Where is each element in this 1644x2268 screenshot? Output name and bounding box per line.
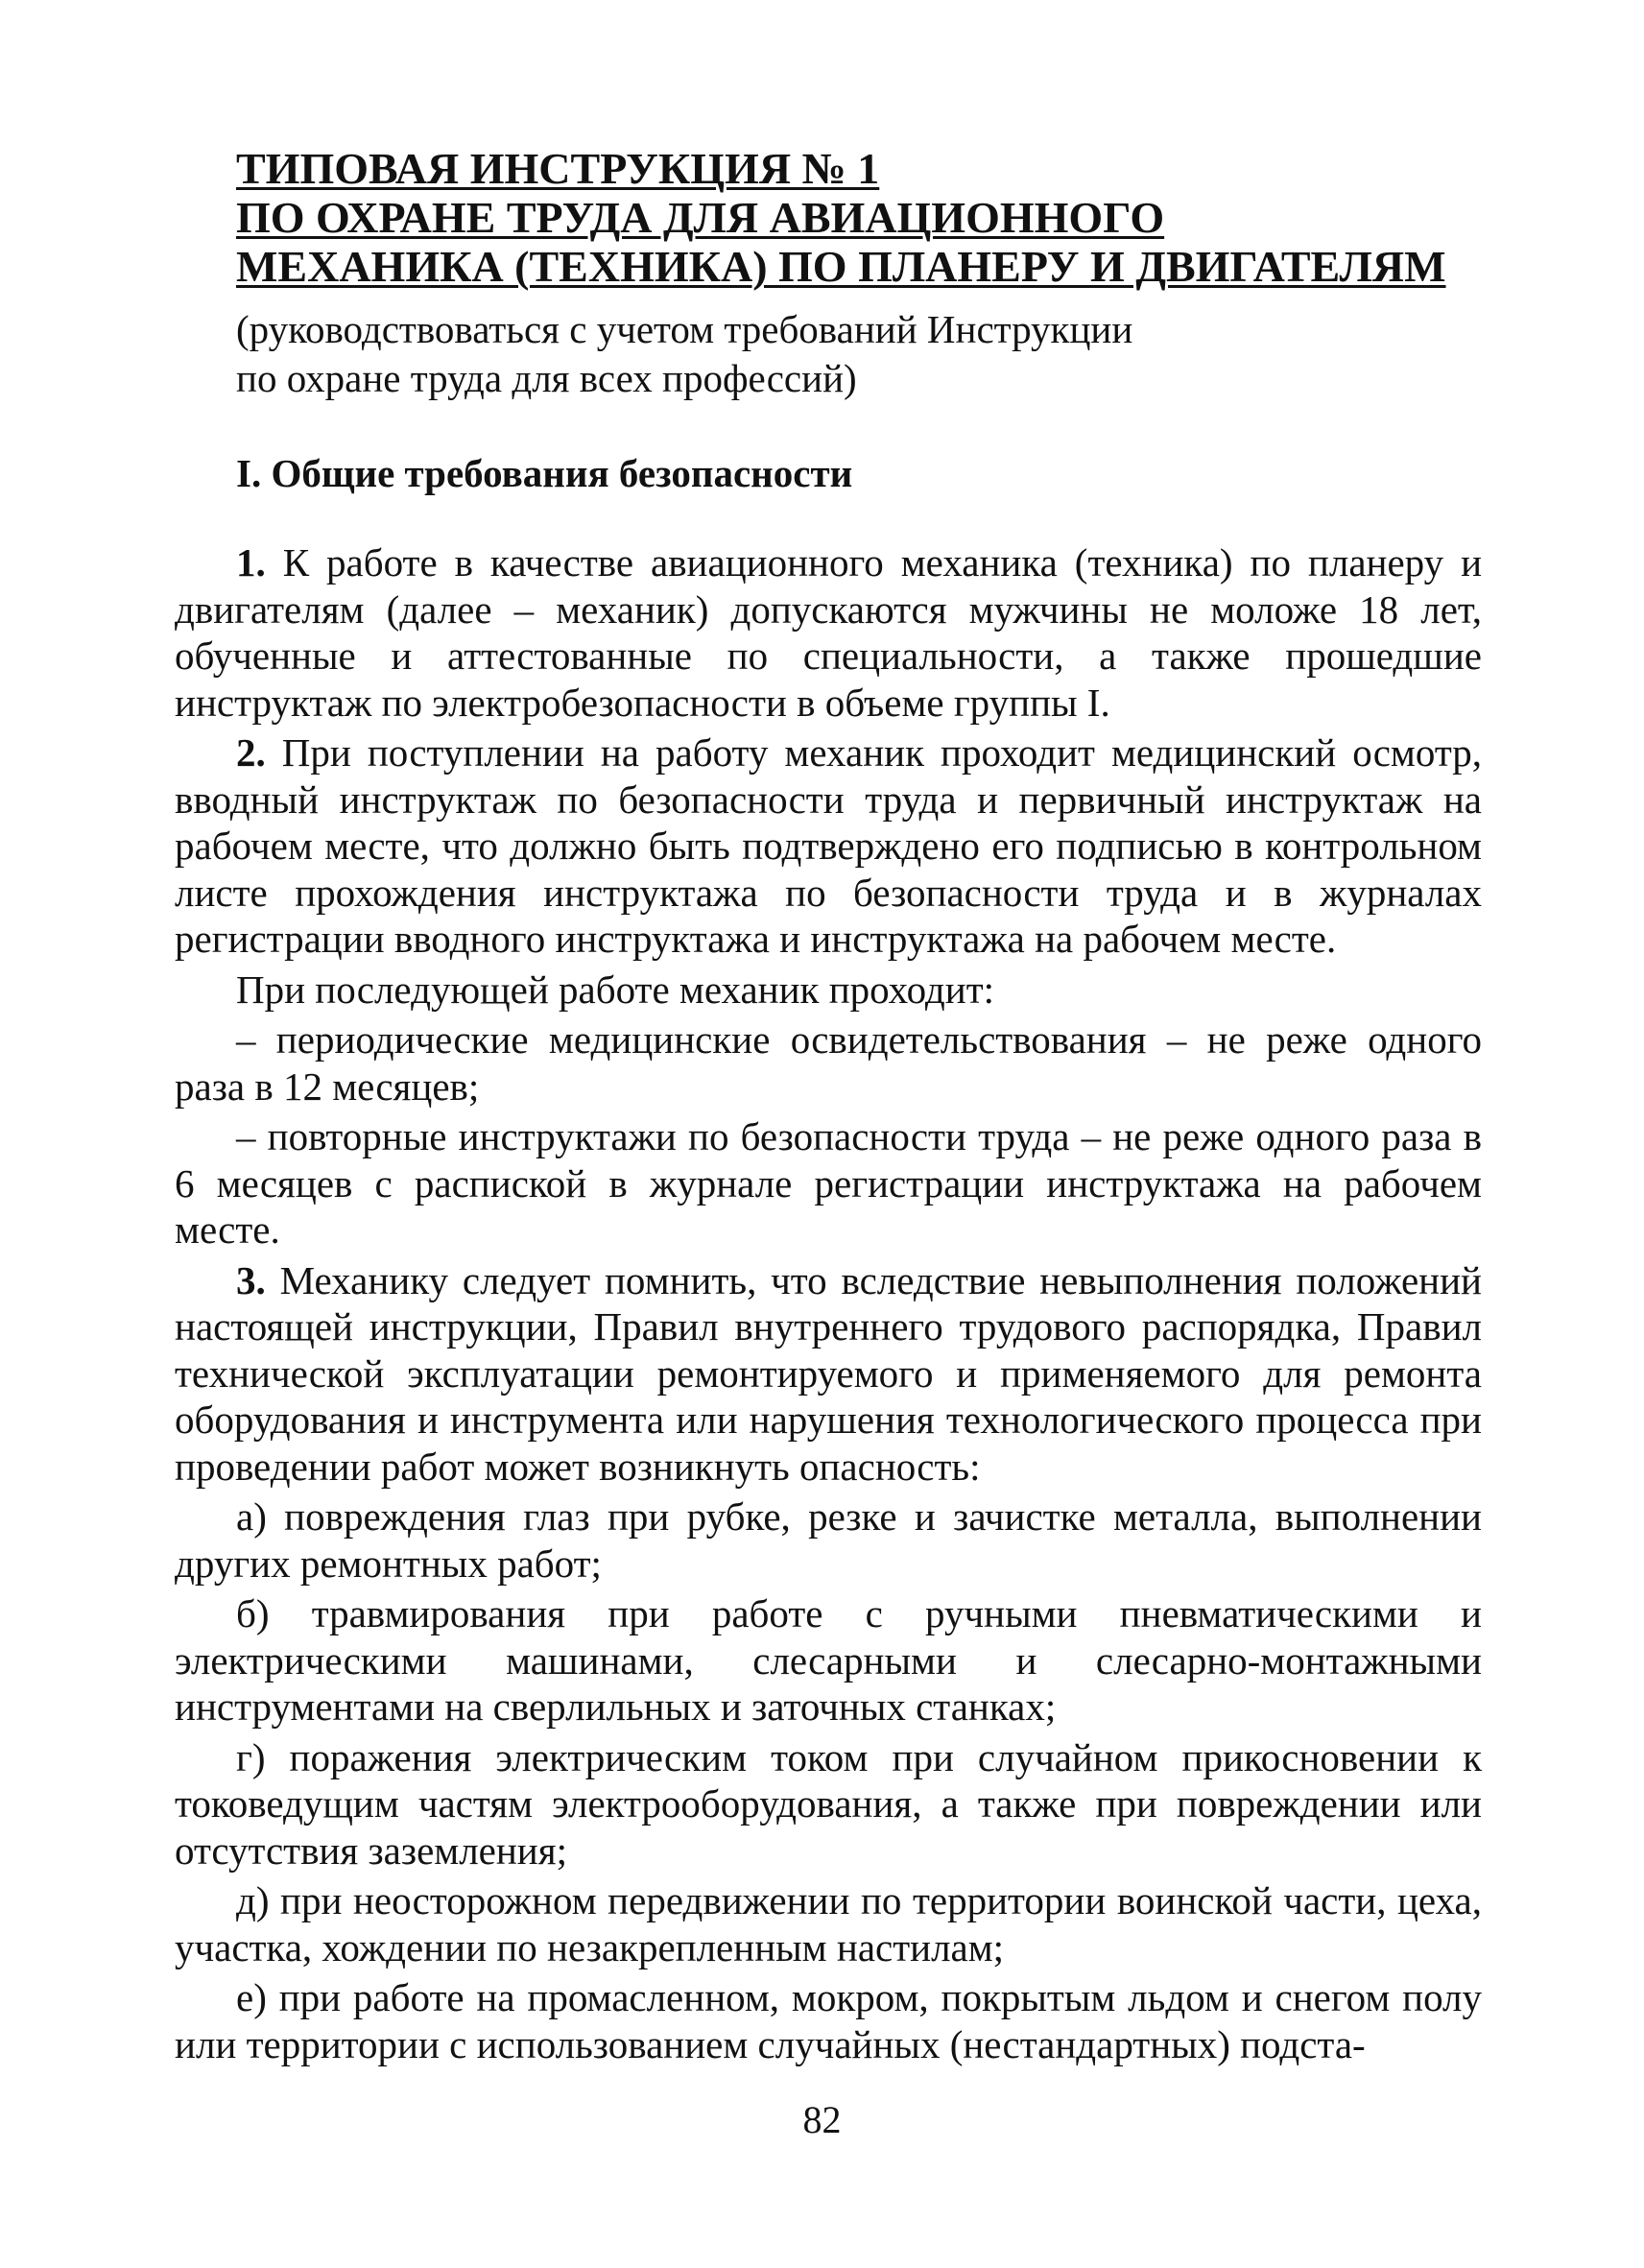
paragraph-number: 3. [236, 1257, 266, 1302]
paragraph-text: е) при работе на промасленном, мокром, покрытым льдом и снегом полу или территории с использованием случайных (нестандартных) подста- [175, 1975, 1482, 2066]
paragraph [175, 539, 1482, 726]
paragraph-text: б) травмирования при работе с ручными пневматическими и электрическими машинами, слесарными и слесарно-монтажными инструментами на сверлильных и заточных станках; [175, 1591, 1482, 1729]
paragraph-text: Механику следует помнить, что вследствие невыполнения положений настоящей инструкции, Правил внутреннего трудового распорядка, Правил технической эксплуатации ремонтируемого и применяемого для ремонта оборудования и инструмента или нарушения технологического процесса при проведении работ может возникнуть опасность: [175, 1257, 1482, 1489]
title-line: ТИПОВАЯ ИНСТРУКЦИЯ № 1 [236, 144, 880, 193]
paragraph [175, 967, 1482, 1014]
title-line: МЕХАНИКА (ТЕХНИКА) ПО ПЛАНЕРУ И ДВИГАТЕЛЯМ [236, 242, 1446, 291]
paragraph-text: – периодические медицинские освидетельствования – не реже одного раза в 12 месяцев; [175, 1017, 1482, 1109]
subtitle-line: по охране труда для всех профессий) [236, 356, 857, 400]
section-heading: I. Общие требования безопасности [236, 451, 853, 495]
paragraph-text: а) повреждения глаз при рубке, резке и зачистке металла, выполнении других ремонтных работ; [175, 1494, 1482, 1586]
list-item [175, 1590, 1482, 1731]
paragraph-text: д) при неосторожном передвижении по территории воинской части, цеха, участка, хождении по незакрепленным настилам; [175, 1878, 1482, 1970]
body-text [175, 539, 1482, 2071]
paragraph-text: К работе в качестве авиационного механика (техника) по планеру и двигателям (далее – механик) допускаются мужчины не моложе 18 лет, обученные и аттестованные по специальности, а также прошедшие инструктаж по электробезопасности в объеме группы I. [175, 540, 1483, 725]
paragraph-text: – повторные инструктажи по безопасности труда – не реже одного раза в 6 месяцев с распиской в журнале регистрации инструктажа на рабочем месте. [175, 1114, 1482, 1252]
list-item [175, 1016, 1482, 1110]
page-number: 82 [802, 2098, 842, 2141]
paragraph-text: г) поражения электрическим током при случайном прикосновении к токоведущим частям электрооборудования, а также при повреждении или отсутствия заземления; [175, 1734, 1482, 1873]
title-line: ПО ОХРАНЕ ТРУДА ДЛЯ АВИАЦИОННОГО [236, 193, 1165, 242]
paragraph-number: 1. [236, 540, 266, 585]
paragraph-number: 2. [236, 730, 266, 775]
subtitle-line: (руководствоваться с учетом требований Инструкции [236, 307, 1133, 351]
paragraph-text: При последующей работе механик проходит: [236, 967, 995, 1012]
list-item [175, 1734, 1482, 1874]
instruction-subtitle [236, 305, 1436, 403]
list-item [175, 1493, 1482, 1587]
list-item [175, 1877, 1482, 1970]
paragraph [175, 729, 1482, 963]
list-item [175, 1113, 1482, 1253]
paragraph-text: При поступлении на работу механик проходит медицинский осмотр, вводный инструктаж по безопасности труда и первичный инструктаж на рабочем месте, что должно быть подтверждено его подписью в контрольном листе прохождения инструктажа по безопасности труда и в журналах регистрации вводного инструктажа и инструктажа на рабочем месте. [175, 730, 1482, 961]
list-item [175, 1974, 1482, 2067]
instruction-title [236, 144, 1446, 291]
paragraph [175, 1257, 1482, 1491]
